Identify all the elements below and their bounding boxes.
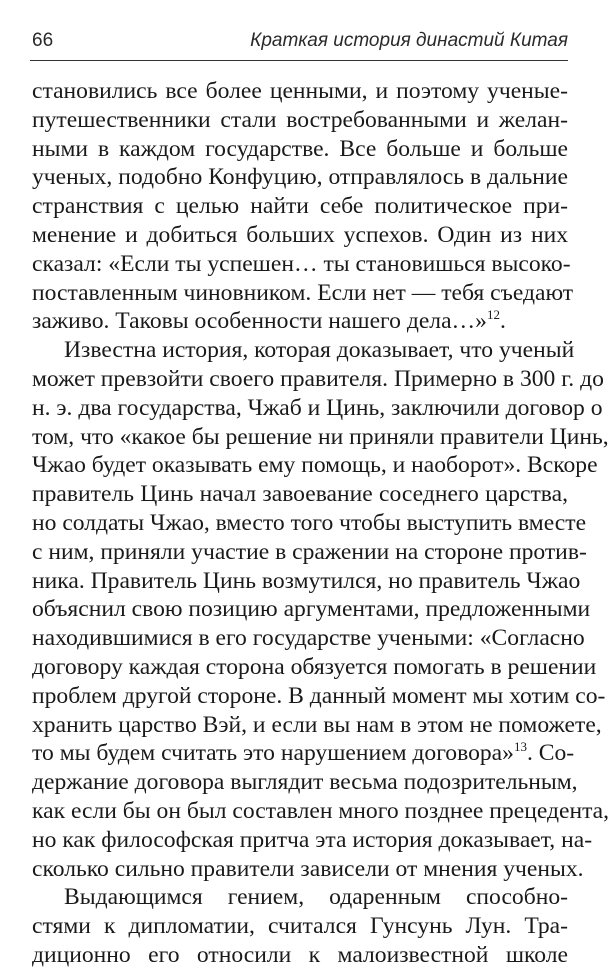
- text-line: хранить царство Вэй, и если вы нам в этом не поможете,: [32, 711, 602, 738]
- text-line: как если бы он был составлен много позднее прецедента,: [32, 797, 609, 824]
- text-line-with-footnote: заживо. Таковы особенности нашего дела…»$^{12}$.: [32, 307, 506, 335]
- text-line: Известна история, которая доказывает, что ученый: [64, 337, 575, 364]
- text-line: н. э. два государства, Чжаб и Цинь, заключили договор о: [32, 394, 603, 421]
- page-number: 66: [32, 30, 54, 51]
- text-line: находившимися в его государстве учеными: «Согласно: [32, 625, 585, 652]
- text-line: путешественники стали востребованными и желан-: [32, 106, 568, 133]
- text-line: . Со-: [526, 740, 575, 767]
- running-title: Краткая история династий Китая: [250, 30, 568, 51]
- text-line: то мы будем считать это нарушением договора»: [32, 740, 514, 767]
- page-header: [30, 24, 568, 54]
- text-line: ученых, подобно Конфуцию, отправлялось в дальние: [32, 164, 568, 191]
- footnote-ref-12[interactable]: 12: [486, 307, 500, 323]
- text-line: диционно его относили к малоизвестной школе: [32, 941, 568, 968]
- text-line: стями к дипломатии, считался Гунсунь Лун. Тра-: [32, 913, 568, 940]
- body-text: [32, 77, 609, 970]
- text-line: объяснил свою позицию аргументами, предложенными: [32, 596, 591, 623]
- text-line-with-footnote: [32, 739, 575, 768]
- paragraph-3: [32, 883, 568, 969]
- text-line: становились все более ценными, и поэтому ученые-: [32, 78, 568, 104]
- text-line: с ним, приняли участие в сражении на стороне против-: [32, 538, 587, 565]
- text-line: ника. Правитель Цинь возмутился, но правитель Чжао: [32, 567, 581, 594]
- text-line: правитель Цинь начал завоевание соседнего царства,: [32, 481, 568, 508]
- text-line: Выдающимся гением, одаренным способно-: [64, 884, 568, 911]
- paragraph-1: [32, 77, 574, 336]
- paragraph-2: [32, 336, 609, 883]
- text-line: поставленным чиновником. Если нет — тебя съедают: [32, 279, 574, 306]
- text-line: держание договора выглядит весьма подозрительным,: [32, 769, 578, 796]
- text-line: сказал: «Если ты успешен… ты становишься высоко-: [32, 250, 571, 277]
- text-line: но солдаты Чжао, вместо того чтобы выступить вместе: [32, 509, 587, 536]
- text-line: Чжао будет оказывать ему помощь, и наоборот». Вскоре: [32, 452, 598, 479]
- text-line: странствия с целью найти себе политическое при-: [32, 193, 568, 220]
- header-rule: [30, 60, 568, 61]
- footnote-ref-13[interactable]: 13: [513, 739, 527, 755]
- text-line: том, что «какое бы решение ни приняли правители Цинь,: [32, 423, 609, 450]
- text-line: ными в каждом государстве. Все больше и больше: [32, 135, 568, 162]
- text-line: может превзойти своего правителя. Примерно в 300 г. до: [32, 365, 604, 392]
- text-line: но как философская притча эта история доказывает, на-: [32, 826, 593, 853]
- text-line: договору каждая сторона обязуется помогать в решении: [32, 653, 597, 680]
- text-line: заживо. Таковы особенности нашего дела…»: [32, 308, 487, 335]
- text-line: сколько сильно правители зависели от мнения ученых.: [32, 855, 584, 882]
- text-line: проблем другой стороне. В данный момент мы хотим со-: [32, 682, 606, 709]
- text-line: менение и добиться больших успехов. Один из них: [32, 221, 568, 248]
